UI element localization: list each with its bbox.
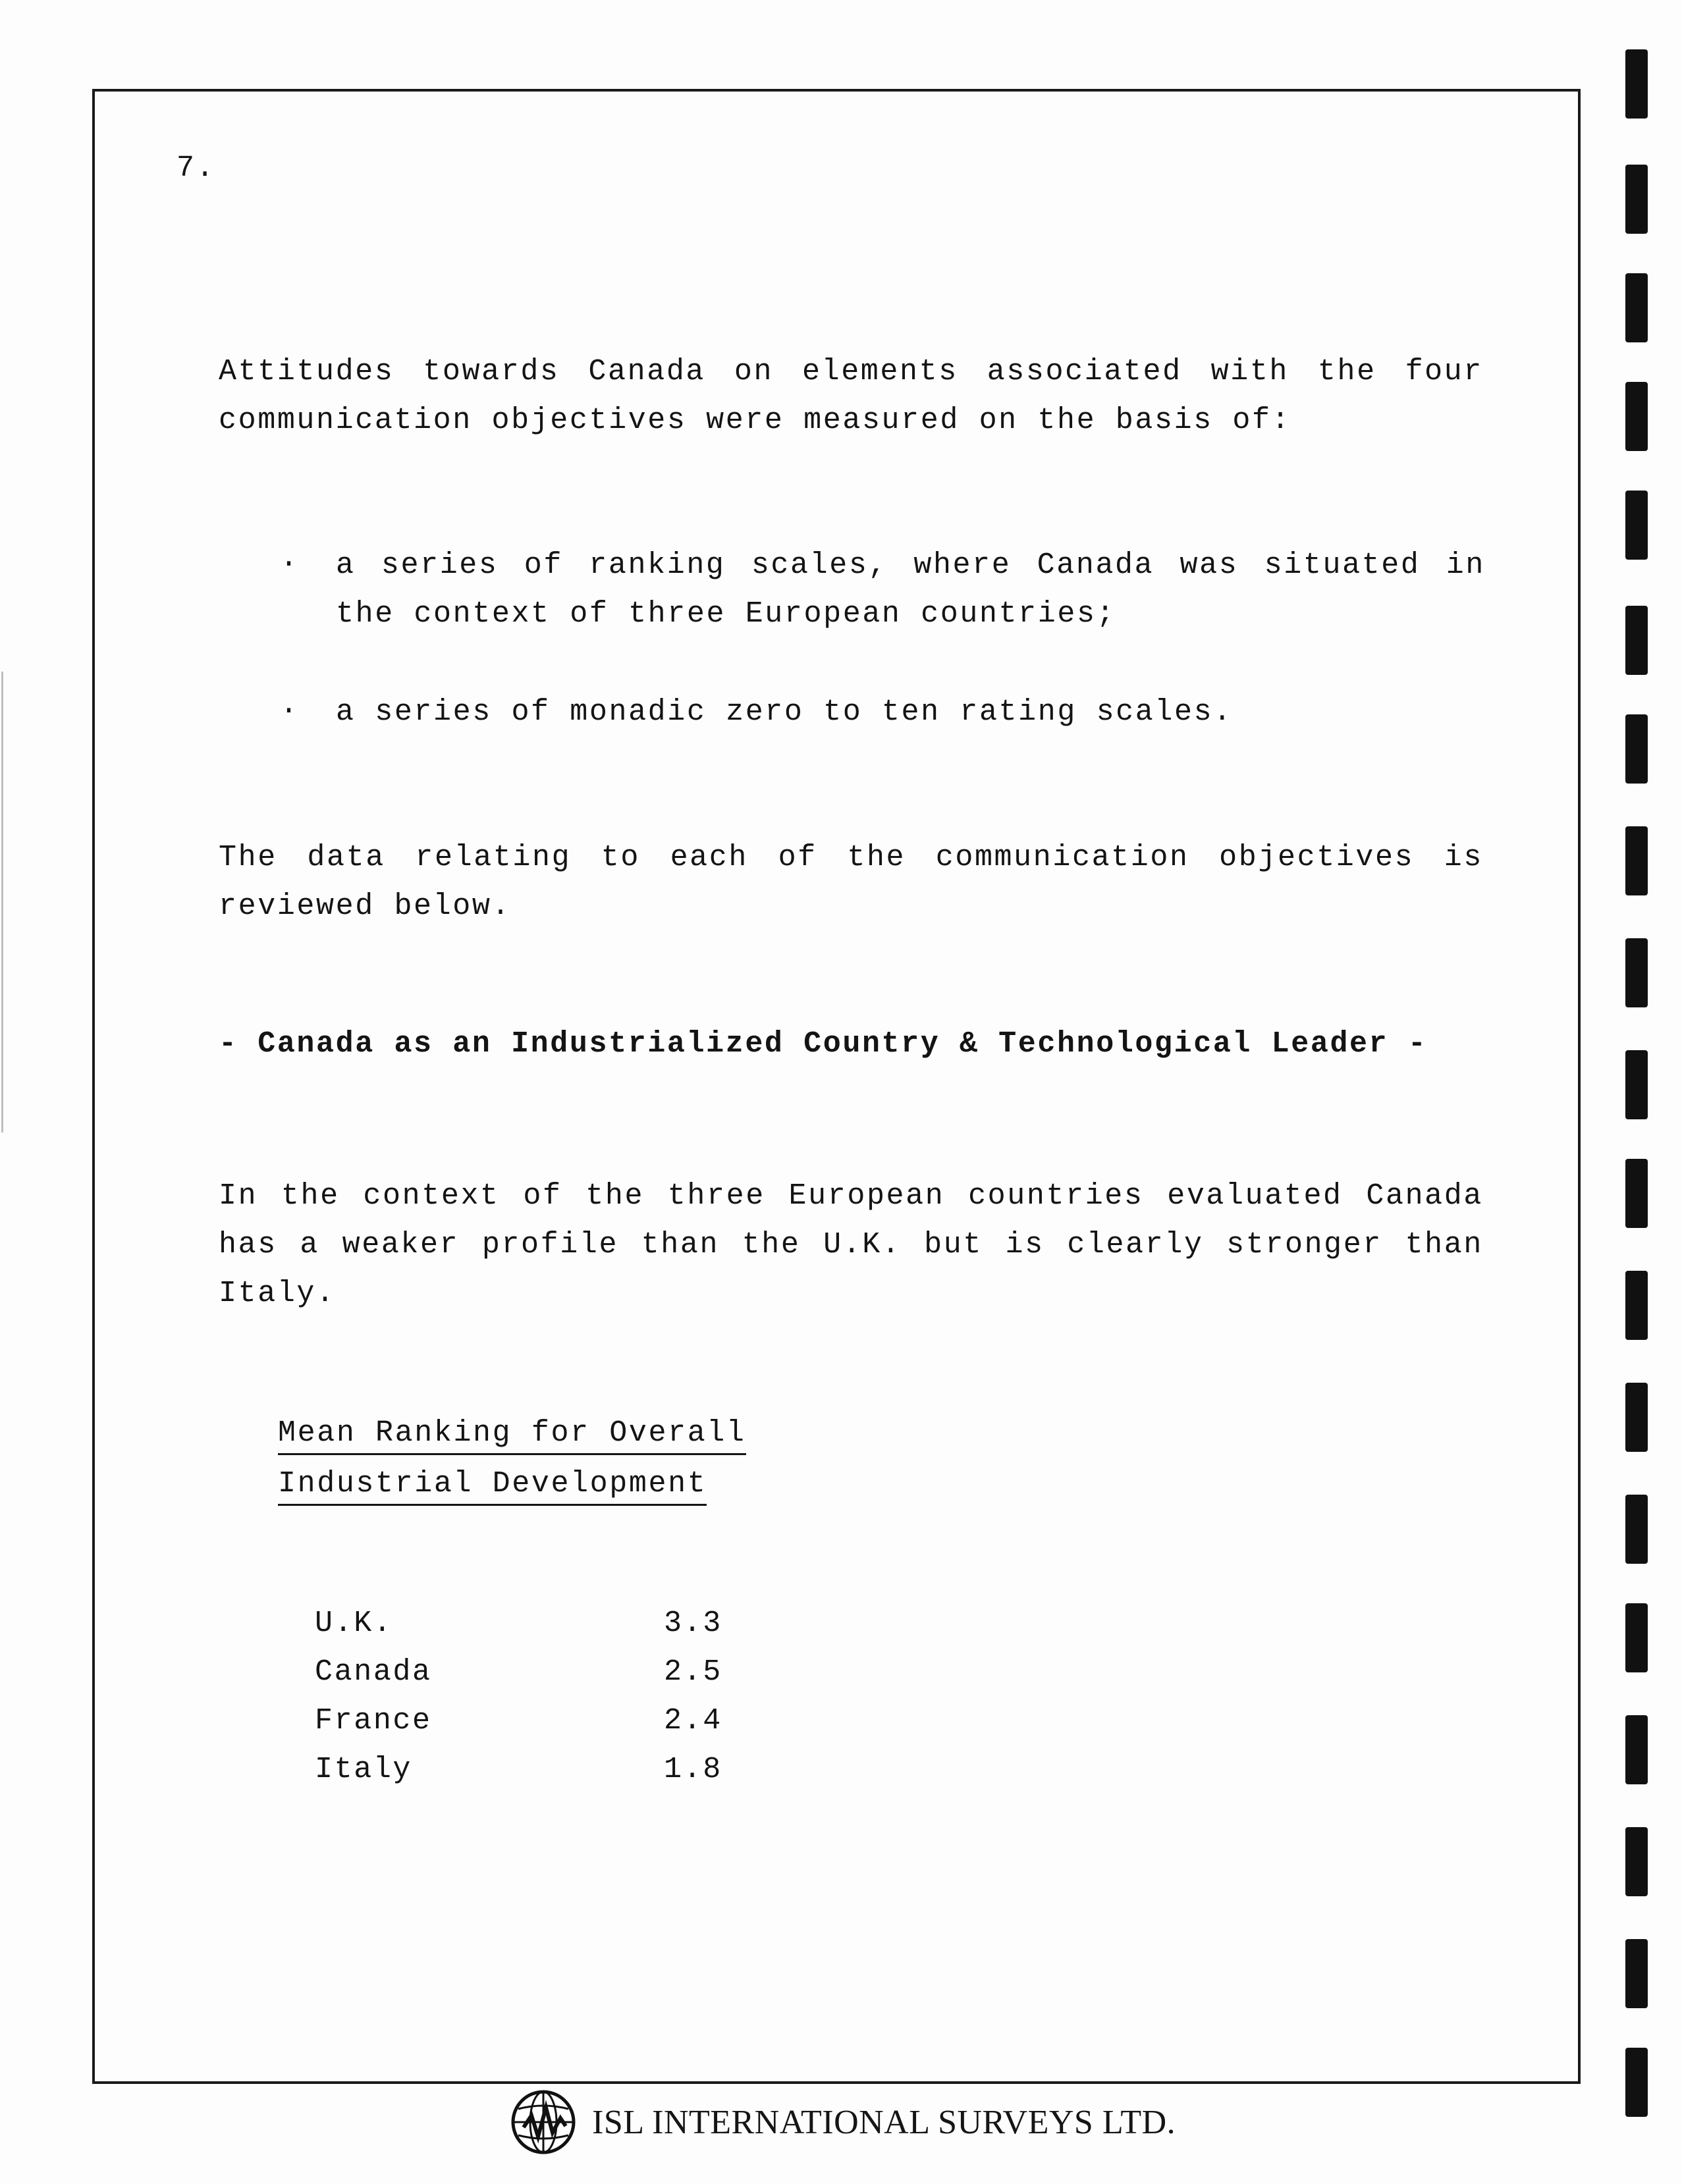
binding-hole (1625, 1050, 1648, 1119)
binding-hole (1625, 1495, 1648, 1564)
isl-globe-logo-icon (510, 2089, 576, 2155)
table-row (315, 1753, 776, 1801)
table-row (315, 1655, 776, 1704)
binding-hole (1625, 491, 1648, 560)
bullet-marker: . (280, 541, 300, 575)
binding-hole (1625, 826, 1648, 895)
country-name: Canada (315, 1655, 432, 1689)
binding-hole (1625, 1383, 1648, 1452)
binding-hole (1625, 1939, 1648, 2008)
binding-hole (1625, 1603, 1648, 1672)
binding-hole (1625, 49, 1648, 119)
binding-hole (1625, 165, 1648, 234)
intro-line: Attitudes towards Canada on elements associated with the four (219, 355, 1483, 388)
bullet-line: a series of monadic zero to ten rating scales. (336, 695, 1233, 729)
bullet-marker: . (280, 688, 300, 722)
binding-hole (1625, 1271, 1648, 1340)
mean-ranking-value: 2.5 (664, 1655, 722, 1689)
context-line: has a weaker profile than the U.K. but is clearly stronger than (219, 1228, 1483, 1262)
scan-margin-line (1, 672, 3, 1132)
table-title-line: Mean Ranking for Overall (278, 1414, 746, 1455)
binding-hole (1625, 714, 1648, 784)
bullet-text (336, 688, 1485, 737)
table-title (278, 1414, 746, 1515)
table-row (315, 1704, 776, 1753)
binding-holes (1625, 49, 1652, 2156)
bullet-line: a series of ranking scales, where Canada was situated in (336, 548, 1485, 582)
mean-ranking-value: 3.3 (664, 1607, 722, 1640)
context-line: Italy. (219, 1277, 336, 1310)
section-heading: - Canada as an Industrialized Country & Technological Leader - (219, 1027, 1428, 1061)
country-name: France (315, 1704, 432, 1738)
mean-ranking-value: 1.8 (664, 1753, 722, 1786)
review-line: reviewed below. (219, 890, 512, 923)
binding-hole (1625, 938, 1648, 1007)
bullet-line: the context of three European countries; (336, 597, 1116, 631)
mean-ranking-value: 2.4 (664, 1704, 722, 1738)
binding-hole (1625, 382, 1648, 451)
binding-hole (1625, 273, 1648, 342)
review-paragraph (219, 834, 1483, 931)
country-name: U.K. (315, 1607, 393, 1640)
page-number: 7. (176, 151, 216, 185)
bullet-text (336, 541, 1485, 639)
ranking-table (315, 1607, 776, 1801)
footer-company-name: ISL INTERNATIONAL SURVEYS LTD. (592, 2103, 1176, 2141)
table-title-line: Industrial Development (278, 1464, 707, 1506)
context-paragraph (219, 1172, 1483, 1318)
footer (510, 2086, 1176, 2158)
context-line: In the context of the three European countries evaluated Canada (219, 1179, 1483, 1213)
country-name: Italy (315, 1753, 413, 1786)
table-row (315, 1607, 776, 1655)
binding-hole (1625, 2048, 1648, 2117)
intro-line: communication objectives were measured on the basis of: (219, 404, 1291, 437)
intro-paragraph (219, 348, 1483, 445)
binding-hole (1625, 1827, 1648, 1896)
binding-hole (1625, 606, 1648, 675)
binding-hole (1625, 1159, 1648, 1228)
review-line: The data relating to each of the communication objectives is (219, 841, 1483, 874)
binding-hole (1625, 1715, 1648, 1784)
